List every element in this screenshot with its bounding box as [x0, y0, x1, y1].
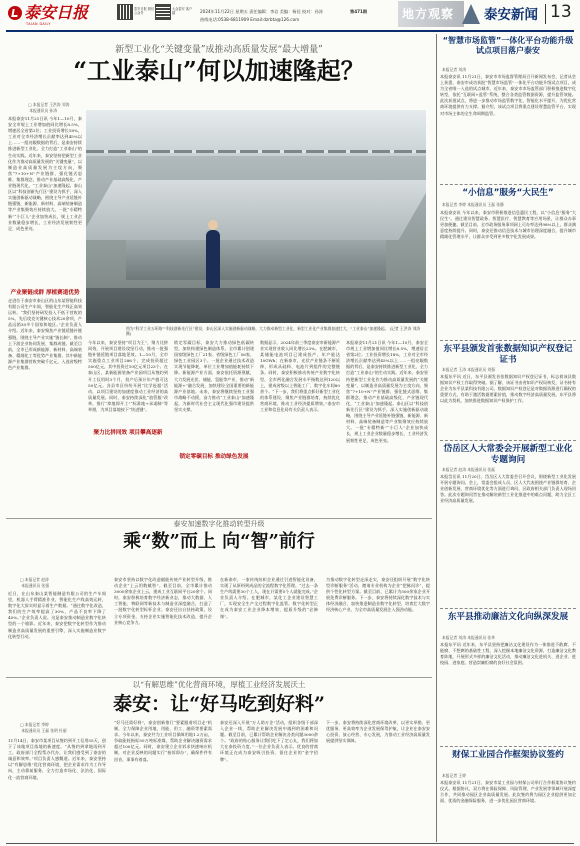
logo-mark-icon: [8, 6, 22, 20]
sidebar-headline-6: 财保工业园合作框架协议签约: [452, 750, 564, 760]
second-byline: □ 本报记者 赵涛 本报通讯员 张强: [20, 577, 49, 588]
page-divider: [545, 4, 546, 24]
main-headline: “工业泰山”何以加速隆起？: [73, 56, 365, 85]
second-headline: 乘“数”而上 向“智”前行: [123, 531, 315, 552]
photo-caption: 图为“科学工业五环路”“科技创新先行区”建设，泰山区深入实施创新驱动战略，大力推动新型工业化，新型工业化产业集群加速壮大，“工业泰山”加速隆起。 (记者 王洪涛 刘涛 摄): [126, 326, 421, 336]
sidebar-headline-1: “智慧市场监管”一体化平台功能升级试点项目落户泰安: [442, 36, 574, 55]
factory-photo: [86, 110, 426, 323]
second-col2: 泰安市坚持以数字化改造赋能传统产业转型升级，推动企业“上云用数赋智”。截至目前，全市累计推动3000余家企业上云，建成工业互联网平台20余个。同时，泰安积极培育数字经济新业态，推动大数据、人工智能、物联网等新技术与制造业深度融合，打造了一批数字化转型标杆企业。泰安还出台扶持政策，设立专项资金，支持企业实施智能化技术改造，提升企业核心竞争力。: [114, 577, 212, 625]
qr-caption-2: 大众泰安 客户端: [172, 7, 193, 16]
sidebar-byline-5: 本报记者 刘涛 本报通讯员 张华: [442, 635, 495, 640]
bottom-rule: [6, 843, 574, 844]
main-col3: 锁定零碳目标，泰安大力推动绿色低碳转型，加快构建绿色制造体系。全市累计创建国家级绿色工厂21家、省级绿色工厂56家，绿色工业园区3个。一批企业通过技术改造实现节能降耗，单位工业增加值能耗持续下降。新能源产业方面，泰安依托资源禀赋，大力发展光伏、储能、氢能等产业，推动“新能源+”融合发展，加快建设全国重要的新能源产业基地。未来，泰安将继续坚持工业强市战略不动摇，奋力推动“工业泰山”加速隆起，为新时代社会主义现代化强市建设提供坚实支撑。: [174, 340, 254, 413]
sidebar-text-6: 本报泰安讯 11月21日，泰安市某工业园与财保公司举行合作框架协议签约仪式。根据协议，双方将在保险保障、风险管理、产业发展等领域开展深度合作，共同推动园区企业高质量发展。此次签约将为园区企业提供更加全面、优质的金融保险服务，进一步优化园区营商环境。: [440, 780, 576, 804]
contact-line: 热线电话:0538-6811909 Email:dzrbta@126.com: [200, 17, 300, 22]
sidebar: [440, 34, 576, 842]
date-line: 2024年11月22日 星期五 责任编辑：李岩 美编：杨佳 校对：孙涛: [200, 9, 323, 14]
third-byline: □ 本报记者 李婷 本报通讯员 王磊 张明 杜丽: [20, 722, 67, 733]
section-banner: [398, 1, 464, 27]
second-story: [6, 519, 432, 675]
newspaper-logo: [8, 4, 112, 26]
sidebar-byline-1: 本报记者 刘涛: [442, 67, 466, 72]
main-col1b: 走进位于泰安市泰山区的山东某智能科技有限公司生产车间，智能化生产线正高效运转。“我们坚持研发投入不低于营收的5%，先后攻克关键核心技术20余项，产品远销30多个国家和地区。”企业负责人介绍。近年来，泰安聚焦产业链延链补链强链，围绕主导产业实施“链长制”，推动上下游企业协同发展、集群成链。截至目前，全市已形成新能源、新材料、高端装备、精细化工等优势产业集群，其中新能源产业集群营收突破千亿元，入选省级特色产业集群。: [8, 298, 82, 371]
main-col4: 数据显示，2024年前三季度泰安市新能源产业实现营业收入同比增长23%。在肥城市，某储能电池项目已建成投产，年产能达10GWh；在新泰市，光伏产业链条不断延伸，形成从硅料、电池片到组件的完整链条。同时，泰安积极推动传统产业数字化转型，全市两化融合发展水平指数达到120以上，建成省级以上智能工厂、数字化车间80余个。“下一步，我们将重点抓好新型工业化的体系建设，聚焦产业链群培育，持续优化营商环境，推动工业经济提质增效。”泰安市工业和信息化局有关负责人表示。: [260, 340, 340, 413]
section-label: 地方观察: [402, 7, 455, 21]
third-headline: 泰安：让“好马吃到好料”: [113, 693, 325, 715]
sidebar-rule-2: [440, 340, 576, 341]
mountain-graphic-icon: [462, 4, 480, 24]
main-col5: 本报泰安11月21日讯 今年1—10月，泰安全市规上工业增加值同比增长8.5%，增速居全省第2位；工业投资增长18%，工业对全市经济增长贡献率达到45%以上……一组亮眼数据的背后，是泰安持续推进新型工业化、全力打造“工业泰山”的生动实践。近年来，泰安坚持把新型工业化作为推动高质量发展的“关键变量”，以制造业高质量发展为主攻方向，聚焦“7+10+N”产业链群，强化链式思维、集群理念，推动产业基础高级化、产业链现代化，“工业泰山”加速隆起。泰山区以“科技创新先行区”建设为抓手，深入实施创新驱动战略，围绕主导产业延链补链强链，新能源、新材料、高端装备制造等产业集聚效应持续放大。一批“专精特新”“小巨人”企业加快成长，规上工业企业数量稳步增长，工业经济发展韧性更足、成色更亮。: [346, 340, 428, 443]
second-col1: 近日，在山东泰山某智能制造有限公司的生产车间里，机器人手臂精准作业，智能化生产线高效运转，数字化大屏实时显示着生产数据。“通过数字化改造，我们的生产效率提高了30%，产品不良率下降了40%。”企业负责人说。这是泰安推动制造业数字化转型的一个缩影。近年来，泰安把数字化转型作为推动制造业高质量发展的重要引擎，深入实施制造业数字化转型行动。: [8, 591, 106, 639]
qr-caption-1: 泰安日报 微信公众号: [134, 7, 155, 16]
third-story: [6, 678, 432, 844]
sidebar-byline-6: 本报记者 王婷: [442, 773, 466, 778]
sidebar-rule-1: [440, 184, 576, 185]
main-subhead-1: 产业聚链成群 厚植赛道优势: [10, 290, 80, 296]
sidebar-rule-4: [440, 608, 576, 609]
sidebar-headline-2: “小信息”服务“大民生”: [462, 188, 554, 198]
logo-text: 泰安日报: [24, 3, 89, 22]
sidebar-rule-3: [440, 440, 576, 441]
sidebar-byline-3: 本报记者 王涛 本报通讯员 刘强: [442, 367, 495, 372]
sidebar-text-4: 本报岱岳讯 11月20日，岱岳区人大常委会召开会议，围绕新型工业化发展开展专题询问。会上，常委会组成人员、区人大代表围绕产业链群培育、企业创新发展、营商环境优化等方面进行询问，区政府相关部门负责人现场回答。此次专题询问旨在推动解决新型工业化推进中的难点问题，助力全区工业经济高质量发展。: [440, 474, 576, 504]
third-col3: 泰安还深入开展“万人助万企”活动，组织各级干部深入企业一线，帮助企业解决发展中遇到的困难和问题。截至目前，已累计帮助企业解决各类问题3000余个。“政府的贴心服务让我们吃下了定心丸，我们将加大在泰投资力度。”一位企业负责人表示。优良的营商环境正在成为泰安吸引投资、留住企业的“金字招牌”。: [220, 720, 318, 762]
sidebar-byline-4: 本报记者 赵涛 本报通讯员 张磊: [442, 467, 495, 472]
section-name: 泰安新闻: [484, 7, 538, 23]
sidebar-text-2: 本报泰安讯 今年以来，泰安市积极推进信息惠民工程，以“小信息”服务“大民生”。通过建设智慧政务、智慧医疗、智慧教育等应用场景，让群众办事更加便捷。截至目前，全市政务服务事项网上可办率达到98%以上，群众满意度持续提升。同时，泰安还推动信息技术与城市治理深度融合，提升城市精细化管理水平，让群众享受到更多数字化发展成果。: [440, 210, 576, 240]
masthead: [0, 0, 580, 34]
sidebar-text-1: 本报泰安讯 11月21日，泰安市市场监督管理局召开新闻发布会，记者从会上获悉，泰安市成功获批“智慧市场监管”一体化平台功能升级试点项目，成为全省唯一入选的试点城市。近年来，泰安市市场监管部门积极推进数字化转型，依托“互联网+监管”系统，整合各类监管数据资源，提升监管效能。此次获批试点，将进一步推动市场监管数字化、智能化水平提升，为优化营商环境提供有力支撑。据介绍，该试点项目将重点建设智慧监管平台，实现对市场主体的全生命周期监管。: [440, 74, 576, 116]
main-byline: □ 本报记者 王洪涛 刘涛 本报通讯员 孙涛: [28, 102, 70, 113]
main-col2: 今年以来，泰安坚持“项目为王”，聚力比拼同效，开展项目建设攻坚行动，推动一批强链补链延链项目落地见效。1—10月，全市实施重点工业项目286个，完成投资超过500亿元，其中投资过10亿元项目23个。在泰山区，某新能源装备产业园项目从签约到开工仅用时3个月，投产后预计年产值可达50亿元。各县市区纷纷开展“比学赶超”活动，以项目建设的加速度推动工业经济的高质量发展。同时，泰安持续深化“放管服”改革，推行“拿地即开工”“标准地+承诺制”等举措，为项目落地按下“快进键”。: [88, 340, 168, 413]
second-col3: 在新泰市，一家传统纺织企业通过引进智能化设备，实现了从原料到成品的全流程数字化管理。“过去一条生产线需要30个工人，现在只需要5个人就能完成。”企业负责人介绍。在肥城市，某化工企业建设智慧工厂，实现安全生产全过程数字化监管。数字化转型正在成为泰安工业企业降本增效、提质升级的“必修课”。: [220, 577, 318, 619]
sidebar-headline-4: 岱岳区人大常委会开展新型工业化专题询问: [443, 444, 573, 465]
sidebar-divider: [436, 34, 437, 842]
main-story: [6, 34, 432, 548]
logo-subtitle: TAIAN DAILY: [26, 22, 51, 26]
sidebar-rule-5: [440, 746, 576, 747]
second-col4: 为推动数字化转型走深走实，泰安还组织开展“数字化转型诊断服务”活动，邀请专业机构为企业“把脉问诊”，提供个性化转型方案。截至目前，已累计为500余家企业开展免费诊断服务。下一步，泰安将持续深化数字技术与实体经济融合，加快推进制造业数字化转型，培育壮大数字经济核心产业，为全市高质量发展注入强劲动能。: [326, 577, 430, 613]
sidebar-text-5: 本报东平讯 近年来，东平县坚持把廉洁文化建设作为一体推进不敢腐、不能腐、不想腐的基础性工程，深入挖掘本地廉洁文化资源，打造廉洁文化教育阵地，开展形式多样的廉洁文化活动，推动廉洁文化进机关、进企业、进校园、进家庭，营造崇廉拒腐的良好社会氛围。: [440, 642, 576, 666]
main-subhead-2b: 聚力比拼同效 项目攀高逐新: [88, 428, 168, 436]
third-col1: 11月14日，泰安市某项目从签约到开工仅用55天，创下了该地项目落地的新速度。“从签约到拿地再到开工，政府部门全程帮办代办，让我们感受到了泰安的诚意和效率。”项目负责人感慨道。近年来，泰安坚持以“有解思维”优化营商环境，把企业需求作为工作导向，主动靠前服务，全力打造市场化、法治化、国际化一流营商环境。: [8, 738, 106, 780]
main-col1: 本报泰安11月21日讯 今年1—10月，泰安全市规上工业增加值同比增长8.5%，增速居全省第2位；工业投资增长18%，工业对全市经济增长贡献率达到45%以上……一组亮眼数据的背后，是泰安持续推进新型工业化、全力打造“工业泰山”的生动实践。近年来，泰安坚持把新型工业化作为推动高质量发展的“关键变量”，以制造业高质量发展为主攻方向，聚焦“7+10+N”产业链群，强化链式思维、集群理念，推动产业基础高级化、产业链现代化，“工业泰山”加速隆起。泰山区以“科技创新先行区”建设为抓手，深入实施创新驱动战略，围绕主导产业延链补链强链，新能源、新材料、高端装备制造等产业集聚效应持续放大。一批“专精特新”“小巨人”企业加快成长，规上工业企业数量稳步增长，工业经济发展韧性更足、成色更亮。: [8, 116, 82, 231]
qr-code-icon: [156, 5, 170, 19]
qr-code-icon: [118, 5, 132, 19]
main-subhead-3: 锁定零碳目标 推动绿色发展: [174, 452, 254, 460]
sidebar-headline-5: 东平县推动廉洁文化向纵深发展: [447, 612, 569, 622]
third-kicker: 以“有解思维”优化营商环境，厚植工业经济发展沃土: [132, 680, 306, 689]
third-col4: 下一步，泰安将持续深化营商环境改革，以更实举措、更优服务、更高效率为企业发展保驾护航，让企业在泰安安心投资、放心经营、专心发展，为推动工业经济高质量发展提供坚实保障。: [326, 720, 430, 744]
masthead-rule: [6, 30, 574, 32]
page-number: 13: [550, 2, 572, 22]
sidebar-text-3: 本报东平讯 近日，东平县颁发首张数据知识产权登记证书，标志着该县数据知识产权工作取得突破。据了解，该证书由省知识产权局核发，证书持有企业为东平县某科技有限公司。数据知识产权登记是对数据资源进行确权的重要方式，有助于激活数据要素价值，推动数字经济高质量发展。东平县将以此为契机，加快推进数据知识产权保护工作。: [440, 374, 576, 404]
issue-number: 第471期: [350, 9, 368, 14]
third-col2: “好马还需好料”，泰安创新推行“要素跟着项目走”机制，全力保障企业用地、用能、用工、融资等要素需求。今年以来，泰安共为工业项目保障用地1.2万亩，争取能耗指标50万吨标准煤，帮助企业解决融资需求超过100亿元。同时，泰安建立企业诉求快速响应机制，对企业反映的问题实行“接诉即办”，确保件件有回音、事事有着落。: [114, 720, 212, 762]
sidebar-headline-3: 东平县颁发首张数据知识产权登记证书: [443, 344, 573, 365]
second-kicker: 泰安加速数字化推动转型升级: [173, 520, 265, 528]
main-kicker: 新型工业化“关键变量”成推动高质量发展“最大增量”: [115, 45, 323, 55]
sidebar-byline-2: 本报记者 李婷 本报通讯员 王磊 张静: [442, 202, 504, 207]
